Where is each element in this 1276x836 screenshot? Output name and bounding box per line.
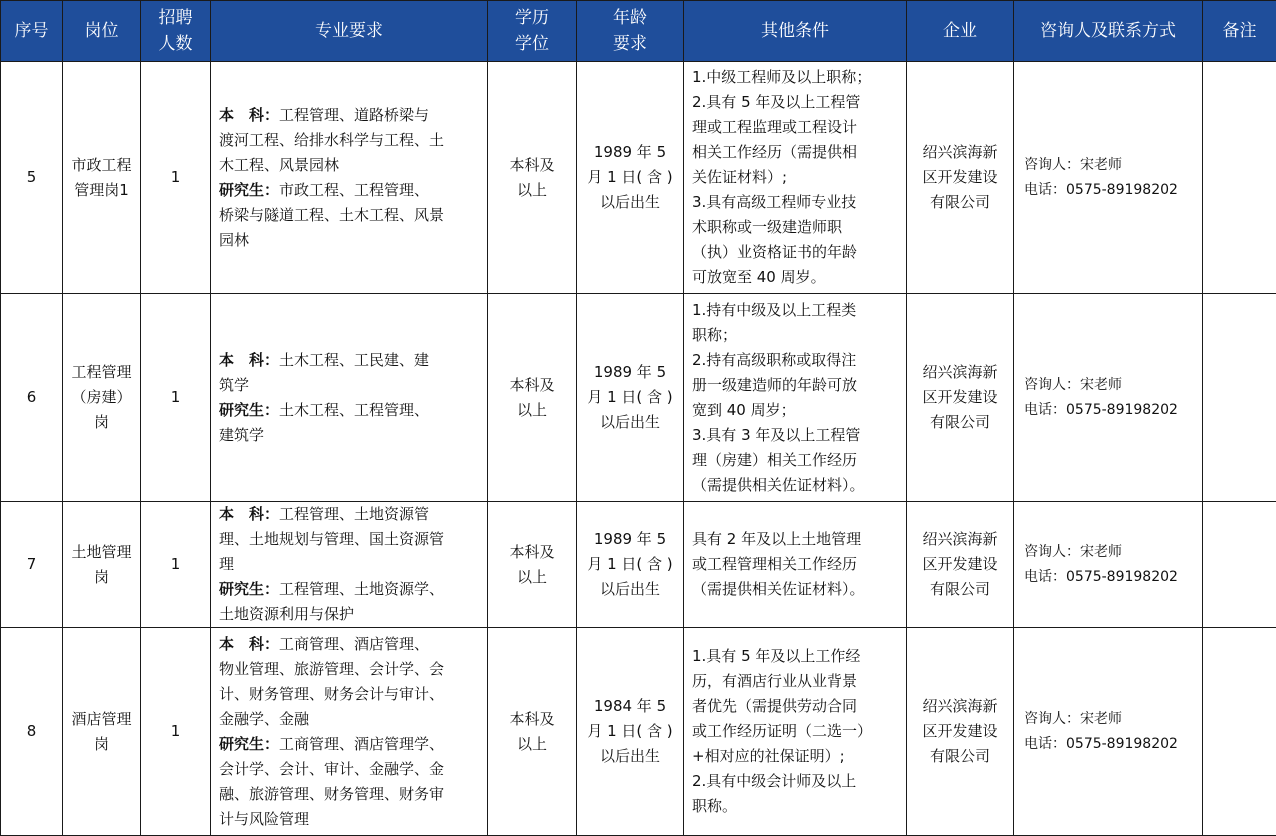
- cell-contact: [1014, 628, 1203, 836]
- post-line: （房建）: [71, 388, 132, 406]
- major-text: 工程管理、道路桥梁与: [279, 105, 430, 124]
- condition-line: 理或工程监理或工程设计: [692, 118, 858, 136]
- header-contact: 咨询人及联系方式: [1014, 1, 1203, 62]
- table-row: [1, 294, 1276, 502]
- post-line: 土地管理: [71, 542, 132, 561]
- major-line: [219, 128, 481, 153]
- header-seq: 序号: [1, 1, 63, 62]
- cell-contact: [1014, 502, 1203, 628]
- condition-line: 宽到 40 周岁；: [692, 400, 796, 419]
- age-line: 1984 年 5: [593, 697, 667, 715]
- major-line: [219, 373, 481, 398]
- major-text: 筑学: [219, 375, 250, 394]
- cell-degree: [488, 62, 577, 294]
- condition-line: 1.持有中级及以上工程类: [692, 300, 857, 319]
- cell-count: 1: [141, 62, 211, 294]
- major-text: 土木工程、工民建、建: [279, 350, 430, 369]
- major-text: 桥梁与隧道工程、土木工程、风景: [219, 205, 445, 224]
- degree-line: 以上: [516, 400, 547, 419]
- cell-degree: [488, 502, 577, 628]
- table-row: [1, 502, 1276, 628]
- header-post: 岗位: [63, 1, 141, 62]
- major-line: [219, 423, 481, 448]
- cell-conditions: [684, 628, 907, 836]
- major-text: 理: [219, 555, 235, 573]
- major-line: [219, 398, 481, 423]
- major-line: [219, 178, 481, 203]
- major-line: [219, 552, 481, 577]
- major-level-label: 本 科：: [219, 350, 280, 369]
- post-line: 岗: [93, 413, 109, 431]
- condition-line: 3.具有高级工程师专业技: [692, 193, 857, 211]
- cell-conditions: [684, 62, 907, 294]
- major-text: 土木工程、工程管理、: [279, 400, 430, 419]
- header-age-line2: 要求: [613, 34, 647, 54]
- header-degree-line1: 学历: [515, 8, 549, 28]
- degree-line: 本科及: [509, 375, 555, 394]
- condition-line: 理（房建）相关工作经历: [692, 450, 858, 469]
- header-count: [141, 1, 211, 62]
- company-line: 区开发建设: [922, 168, 998, 186]
- major-level-label: 研究生：: [219, 180, 280, 199]
- major-line: [219, 527, 481, 552]
- major-text: 计与风险管理: [219, 809, 310, 828]
- company-line: 绍兴滨海新: [922, 697, 998, 715]
- company-line: 区开发建设: [922, 555, 998, 573]
- major-line: [219, 153, 481, 178]
- header-row: [1, 1, 1276, 62]
- degree-line: 以上: [516, 734, 547, 753]
- company-line: 有限公司: [929, 413, 990, 431]
- post-line: 工程管理: [71, 363, 132, 381]
- cell-major: [211, 502, 488, 628]
- header-degree-line2: 学位: [515, 34, 549, 54]
- cell-seq: 5: [1, 62, 63, 294]
- cell-age: [577, 294, 684, 502]
- company-line: 区开发建设: [922, 722, 998, 740]
- condition-line: 或工作经历证明（二选一）: [692, 722, 873, 740]
- cell-age: [577, 628, 684, 836]
- cell-degree: [488, 294, 577, 502]
- header-age-line1: 年龄: [613, 8, 647, 28]
- cell-count: 1: [141, 628, 211, 836]
- major-text: 工商管理、酒店管理、: [279, 634, 430, 653]
- company-line: 有限公司: [929, 580, 990, 598]
- post-line: 酒店管理: [71, 709, 132, 728]
- condition-line: 册一级建造师的年龄可放: [692, 375, 858, 394]
- cell-major: [211, 294, 488, 502]
- cell-remark: [1203, 294, 1276, 502]
- age-line: 1989 年 5: [593, 143, 667, 161]
- major-line: [219, 732, 481, 757]
- major-text: 理、土地规划与管理、国土资源管: [219, 530, 445, 548]
- contact-phone: 电话：0575-89198202: [1024, 735, 1178, 752]
- header-other: 其他条件: [684, 1, 907, 62]
- cell-post: [63, 502, 141, 628]
- cell-remark: [1203, 502, 1276, 628]
- contact-person: 咨询人：宋老师: [1024, 543, 1122, 560]
- cell-major: [211, 62, 488, 294]
- cell-remark: [1203, 628, 1276, 836]
- cell-conditions: [684, 294, 907, 502]
- major-line: [219, 602, 481, 627]
- contact-phone: 电话：0575-89198202: [1024, 181, 1178, 198]
- major-line: [219, 103, 481, 128]
- contact-person: 咨询人：宋老师: [1024, 710, 1122, 727]
- major-text: 木工程、风景园林: [219, 155, 340, 174]
- company-line: 绍兴滨海新: [922, 530, 998, 548]
- condition-line: 历，有酒店行业从业背景: [692, 672, 858, 690]
- major-text: 渡河工程、给排水科学与工程、土: [219, 130, 445, 149]
- major-line: [219, 348, 481, 373]
- header-count-line2: 人数: [158, 34, 193, 54]
- age-line: 1989 年 5: [593, 530, 667, 548]
- cell-age: [577, 62, 684, 294]
- condition-line: 具有 2 年及以上土地管理: [692, 530, 862, 548]
- cell-contact: [1014, 294, 1203, 502]
- cell-age: [577, 502, 684, 628]
- company-line: 绍兴滨海新: [922, 143, 998, 161]
- major-line: [219, 757, 481, 782]
- condition-line: （需提供相关佐证材料）。: [692, 580, 865, 598]
- major-level-label: 本 科：: [219, 505, 280, 523]
- degree-line: 以上: [516, 180, 547, 199]
- table-row: [1, 62, 1276, 294]
- condition-line: 或工程管理相关工作经历: [692, 555, 858, 573]
- major-level-label: 本 科：: [219, 634, 280, 653]
- condition-line: （需提供相关佐证材料）。: [692, 475, 865, 494]
- cell-contact: [1014, 62, 1203, 294]
- major-text: 计、财务管理、财务会计与审计、: [219, 684, 445, 703]
- major-line: [219, 228, 481, 253]
- header-degree: [488, 1, 577, 62]
- degree-line: 本科及: [509, 709, 555, 728]
- company-line: 区开发建设: [922, 388, 998, 406]
- condition-line: +相对应的社保证明）;: [692, 747, 845, 765]
- major-line: [219, 807, 481, 832]
- condition-line: （执）业资格证书的年龄: [692, 243, 858, 261]
- major-text: 会计学、会计、审计、金融学、金: [219, 759, 445, 778]
- major-text: 工商管理、酒店管理学、: [279, 734, 445, 753]
- cell-seq: 7: [1, 502, 63, 628]
- major-line: [219, 707, 481, 732]
- major-level-label: 研究生：: [219, 734, 280, 753]
- major-line: [219, 632, 481, 657]
- condition-line: 术职称或一级建造师职: [692, 218, 843, 236]
- major-level-label: 研究生：: [219, 400, 280, 419]
- major-line: [219, 682, 481, 707]
- cell-company: [907, 502, 1014, 628]
- major-text: 金融学、金融: [219, 709, 310, 728]
- major-line: [219, 782, 481, 807]
- cell-post: [63, 628, 141, 836]
- post-line: 管理岗1: [74, 180, 129, 199]
- header-count-line1: 招聘: [158, 8, 193, 28]
- cell-seq: 6: [1, 294, 63, 502]
- condition-line: 1.具有 5 年及以上工作经: [692, 647, 861, 665]
- major-line: [219, 657, 481, 682]
- age-line: 1989 年 5: [593, 363, 667, 381]
- contact-phone: 电话：0575-89198202: [1024, 401, 1178, 418]
- cell-post: [63, 62, 141, 294]
- condition-line: 1.中级工程师及以上职称；: [692, 68, 872, 86]
- contact-phone: 电话：0575-89198202: [1024, 568, 1178, 585]
- condition-line: 者优先（需提供劳动合同: [692, 697, 858, 715]
- age-line: 月 1 日( 含 ): [587, 555, 673, 573]
- cell-company: [907, 294, 1014, 502]
- major-text: 园林: [219, 230, 250, 249]
- cell-seq: 8: [1, 628, 63, 836]
- condition-line: 关佐证材料）;: [692, 168, 788, 186]
- age-line: 月 1 日( 含 ): [587, 388, 673, 406]
- degree-line: 本科及: [509, 155, 555, 174]
- post-line: 岗: [93, 567, 109, 586]
- cell-conditions: [684, 502, 907, 628]
- cell-remark: [1203, 62, 1276, 294]
- condition-line: 职称；: [692, 325, 738, 344]
- company-line: 有限公司: [929, 193, 990, 211]
- cell-count: 1: [141, 294, 211, 502]
- cell-post: [63, 294, 141, 502]
- major-level-label: 研究生：: [219, 580, 280, 598]
- major-line: [219, 203, 481, 228]
- cell-major: [211, 628, 488, 836]
- cell-count: 1: [141, 502, 211, 628]
- major-text: 工程管理、土地资源学、: [279, 580, 445, 598]
- condition-line: 相关工作经历（需提供相: [692, 143, 858, 161]
- condition-line: 2.持有高级职称或取得注: [692, 350, 857, 369]
- post-line: 岗: [93, 734, 109, 753]
- age-line: 以后出生: [599, 747, 660, 765]
- major-level-label: 本 科：: [219, 105, 280, 124]
- company-line: 有限公司: [929, 747, 990, 765]
- major-text: 融、旅游管理、财务管理、财务审: [219, 784, 445, 803]
- company-line: 绍兴滨海新: [922, 363, 998, 381]
- condition-line: 职称。: [692, 797, 738, 815]
- cell-company: [907, 628, 1014, 836]
- age-line: 月 1 日( 含 ): [587, 722, 673, 740]
- cell-company: [907, 62, 1014, 294]
- major-text: 建筑学: [219, 425, 265, 444]
- condition-line: 2.具有 5 年及以上工程管: [692, 93, 861, 111]
- major-line: [219, 502, 481, 527]
- degree-line: 以上: [516, 567, 547, 586]
- age-line: 以后出生: [599, 580, 660, 598]
- age-line: 以后出生: [599, 193, 660, 211]
- age-line: 月 1 日( 含 ): [587, 168, 673, 186]
- major-line: [219, 577, 481, 602]
- cell-degree: [488, 628, 577, 836]
- post-line: 市政工程: [71, 155, 132, 174]
- major-text: 市政工程、工程管理、: [279, 180, 430, 199]
- major-text: 物业管理、旅游管理、会计学、会: [219, 659, 445, 678]
- condition-line: 3.具有 3 年及以上工程管: [692, 425, 861, 444]
- header-age: [577, 1, 684, 62]
- age-line: 以后出生: [599, 413, 660, 431]
- table-row: [1, 628, 1276, 836]
- major-text: 土地资源利用与保护: [219, 605, 355, 623]
- contact-person: 咨询人：宋老师: [1024, 156, 1122, 173]
- major-text: 工程管理、土地资源管: [279, 505, 430, 523]
- condition-line: 可放宽至 40 周岁。: [692, 268, 826, 286]
- condition-line: 2.具有中级会计师及以上: [692, 772, 857, 790]
- header-remark: 备注: [1203, 1, 1276, 62]
- header-major: 专业要求: [211, 1, 488, 62]
- header-company: 企业: [907, 1, 1014, 62]
- degree-line: 本科及: [509, 542, 555, 561]
- contact-person: 咨询人：宋老师: [1024, 376, 1122, 393]
